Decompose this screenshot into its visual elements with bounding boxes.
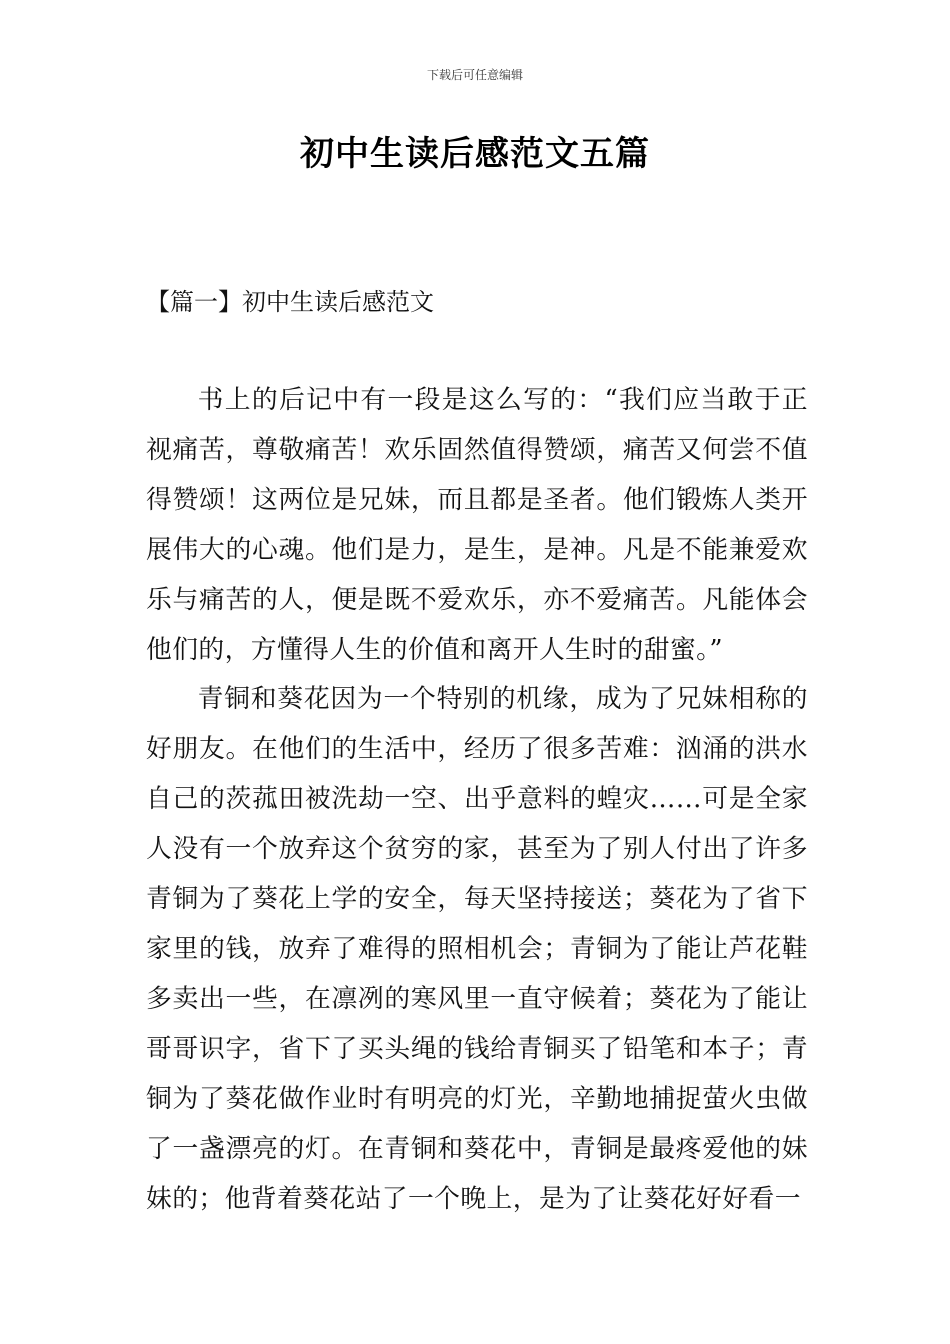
- header-note: 下载后可任意编辑: [426, 68, 523, 82]
- document-title: 初中生读后感范文五篇: [300, 134, 650, 174]
- section-heading: 【篇一】初中生读后感范文: [146, 288, 434, 316]
- body-text: [146, 376, 808, 1224]
- paragraph-2: 青铜和葵花因为一个特别的机缘，成为了兄妹相称的好朋友。在他们的生活中，经历了很多苦难：汹涌的洪水自己的茨菰田被洗劫一空、出乎意料的蝗灾……可是全家人没有一个放弃这个贫穷的家，甚至为了别人付出了许多青铜为了葵花上学的安全，每天坚持接送；葵花为了省下家里的钱，放弃了难得的照相机会；青铜为了能让芦花鞋多卖出一些，在凛冽的寒风里一直守候着；葵花为了能让哥哥识字，省下了买头绳的钱给青铜买了铅笔和本子；青铜为了葵花做作业时有明亮的灯光，辛勤地捕捉萤火虫做了一盏漂亮的灯。在青铜和葵花中，青铜是最疼爱他的妹妹的；他背着葵花站了一个晚上，是为了让葵花好好看一: [146, 684, 808, 1214]
- paragraph-1: 书上的后记中有一段是这么写的：“我们应当敢于正视痛苦，尊敬痛苦！欢乐固然值得赞颂，痛苦又何尝不值得赞颂！这两位是兄妹，而且都是圣者。他们锻炼人类开展伟大的心魂。他们是力，是生，是神。凡是不能兼爱欢乐与痛苦的人，便是既不爱欢乐，亦不爱痛苦。凡能体会他们的，方懂得人生的价值和离开人生时的甜蜜。”: [146, 385, 808, 665]
